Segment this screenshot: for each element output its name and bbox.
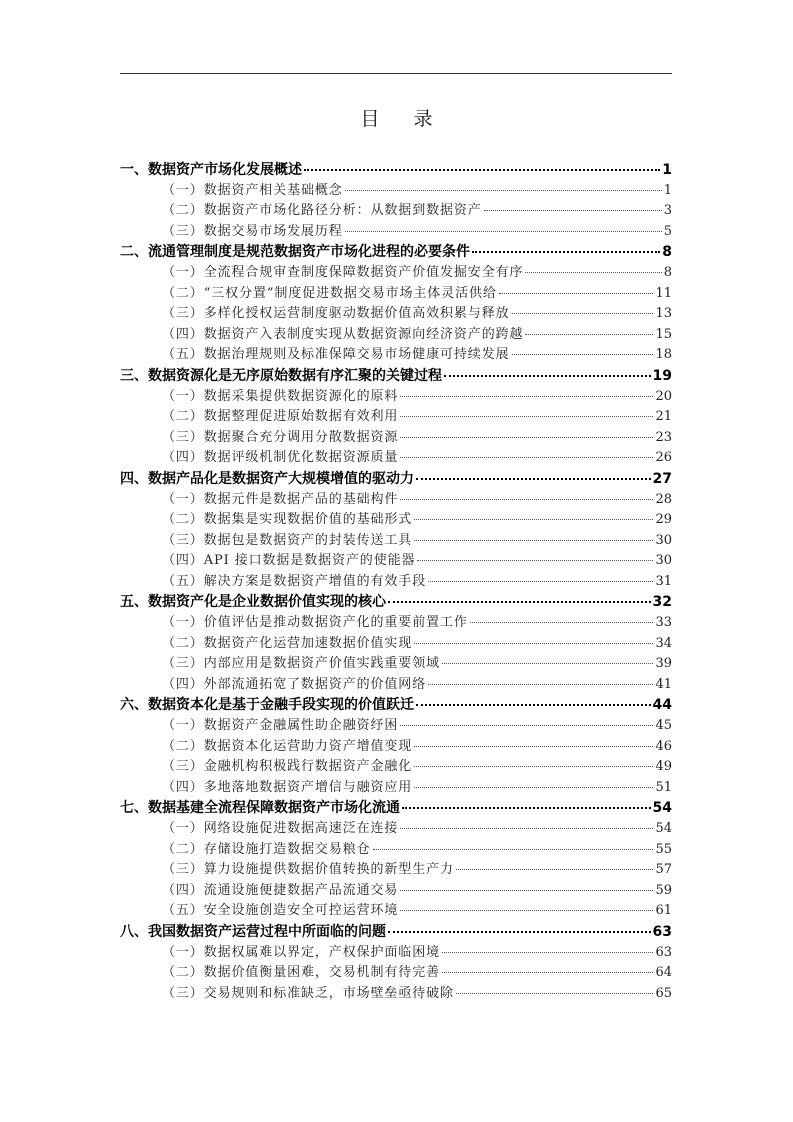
- toc-page-number: 39: [655, 656, 672, 672]
- toc-entry-title: （一）数据资产相关基础概念: [162, 182, 343, 198]
- toc-page-number: 21: [655, 409, 672, 425]
- toc-subsection-row[interactable]: [120, 778, 672, 799]
- toc-section-row[interactable]: [120, 798, 672, 819]
- dot-leader: [400, 499, 653, 500]
- toc-page-number: 8: [662, 244, 672, 261]
- dot-leader: [414, 519, 653, 520]
- toc-section-row[interactable]: [120, 592, 672, 613]
- dot-leader: [417, 560, 653, 561]
- toc-subsection-row[interactable]: [120, 757, 672, 778]
- toc-entry-title: （三）多样化授权运营制度驱动数据价值高效积累与释放: [162, 306, 510, 322]
- dot-leader: [442, 972, 653, 973]
- dot-leader: [416, 704, 651, 706]
- dot-leader: [414, 540, 653, 541]
- toc-subsection-row[interactable]: [120, 387, 672, 408]
- toc-entry-title: （二）数据资本化运营助力资产增值变现: [162, 738, 413, 754]
- dot-leader: [400, 910, 653, 911]
- toc-page-number: 31: [655, 573, 672, 589]
- toc-entry-title: 四、数据产品化是数据资产大规模增值的驱动力: [120, 470, 414, 487]
- toc-subsection-row[interactable]: [120, 284, 672, 305]
- toc-entry-title: （二）数据集是实现数据价值的基础形式: [162, 512, 413, 528]
- toc-subsection-row[interactable]: [120, 901, 672, 922]
- toc-subsection-row[interactable]: [120, 181, 672, 202]
- dot-leader: [472, 251, 660, 253]
- toc-entry-title: （一）价值评估是推动数据资产化的重要前置工作: [162, 615, 468, 631]
- toc-subsection-row[interactable]: [120, 263, 672, 284]
- dot-leader: [400, 437, 653, 438]
- toc-page-number: 19: [652, 367, 672, 384]
- toc-entry-title: （四）API 接口数据是数据资产的使能器: [162, 553, 416, 569]
- dot-leader: [428, 581, 653, 582]
- toc-page-number: 57: [655, 862, 672, 878]
- toc-subsection-row[interactable]: [120, 222, 672, 243]
- dot-leader: [525, 334, 653, 335]
- toc-subsection-row[interactable]: [120, 490, 672, 511]
- toc-subsection-row[interactable]: [120, 572, 672, 593]
- toc-subsection-row[interactable]: [120, 840, 672, 861]
- dot-leader: [373, 849, 654, 850]
- dot-leader: [499, 293, 654, 294]
- toc-entry-title: （五）安全设施创造安全可控运营环境: [162, 903, 399, 919]
- toc-subsection-row[interactable]: [120, 325, 672, 346]
- toc-entry-title: 二、流通管理制度是规范数据资产市场化进程的必要条件: [120, 244, 470, 261]
- toc-subsection-row[interactable]: [120, 510, 672, 531]
- toc-page-number: 65: [655, 985, 672, 1001]
- toc-section-row[interactable]: [120, 160, 672, 181]
- toc-page-number: 64: [655, 965, 672, 981]
- toc-page-number: 1: [662, 162, 672, 178]
- toc-entry-title: 七、数据基建全流程保障数据资产市场化流通: [120, 800, 400, 817]
- toc-page-number: 63: [655, 944, 672, 960]
- toc-page-number: 49: [655, 759, 672, 775]
- toc-page-number: 18: [655, 347, 672, 363]
- toc-page-number: 34: [655, 635, 672, 651]
- toc-page-number: 30: [655, 553, 672, 569]
- toc-entry-title: （五）解决方案是数据资产增值的有效手段: [162, 573, 427, 589]
- toc-entry-title: （四）多地落地数据资产增信与融资应用: [162, 779, 413, 795]
- toc-entry-title: （三）内部应用是数据资产价值实践重要领域: [162, 656, 441, 672]
- dot-leader: [402, 807, 651, 809]
- toc-entry-title: （一）数据权属难以界定，产权保护面临困境: [162, 944, 441, 960]
- dot-leader: [304, 169, 660, 171]
- toc-page-number: 54: [655, 821, 672, 836]
- toc-entry-title: （三）数据聚合充分调用分散数据资源: [162, 429, 399, 445]
- toc-entry-title: （二）“三权分置”制度促进数据交易市场主体灵活供给: [162, 285, 497, 301]
- dot-leader: [428, 684, 653, 685]
- toc-subsection-row[interactable]: [120, 428, 672, 449]
- toc-entry-title: （二）数据资产市场化路径分析：从数据到数据资产: [162, 203, 482, 219]
- toc-page-number: 28: [655, 491, 672, 507]
- toc-subsection-row[interactable]: [120, 531, 672, 552]
- toc-entry-title: （二）数据资产化运营加速数据价值实现: [162, 635, 413, 651]
- dot-leader: [416, 478, 651, 480]
- toc-entry-title: 三、数据资源化是无序原始数据有序汇聚的关键过程: [120, 367, 442, 384]
- dot-leader: [400, 457, 653, 458]
- dot-leader: [470, 622, 654, 623]
- toc-page-number: 45: [655, 718, 672, 734]
- toc-subsection-row[interactable]: [120, 551, 672, 572]
- dot-leader: [512, 313, 654, 314]
- toc-page-number: 33: [655, 615, 672, 631]
- dot-leader: [456, 993, 654, 994]
- toc-entry-title: （四）数据评级机制优化数据资源质量: [162, 450, 399, 466]
- dot-leader: [525, 272, 661, 273]
- toc-subsection-row[interactable]: [120, 407, 672, 428]
- toc-subsection-row[interactable]: [120, 819, 672, 840]
- toc-page-number: 30: [655, 532, 672, 548]
- toc-page-number: 26: [655, 450, 672, 466]
- toc-subsection-row[interactable]: [120, 654, 672, 675]
- dot-leader: [345, 190, 662, 191]
- toc-subsection-row[interactable]: [120, 345, 672, 366]
- toc-page-number: 15: [655, 326, 672, 342]
- toc-page-number: 54: [652, 800, 672, 817]
- toc-entry-title: 一、数据资产市场化发展概述: [120, 162, 302, 178]
- toc-page-number: 27: [652, 470, 672, 487]
- toc-page-number: 13: [655, 306, 672, 322]
- toc-entry-title: （三）数据包是数据资产的封装传送工具: [162, 532, 413, 548]
- dot-leader: [400, 828, 653, 829]
- toc-page-number: 3: [663, 203, 672, 219]
- dot-leader: [345, 231, 662, 232]
- toc-subsection-row[interactable]: [120, 963, 672, 984]
- toc-page-number: 63: [652, 923, 672, 940]
- dot-leader: [484, 210, 662, 211]
- toc-page-number: 20: [655, 388, 672, 404]
- toc-entry-title: （三）算力设施提供数据价值转换的新型生产力: [162, 862, 454, 878]
- toc-page-number: 61: [655, 903, 672, 919]
- toc-section-row[interactable]: [120, 695, 672, 716]
- toc-page-number: 41: [655, 676, 672, 692]
- header-rule: [120, 73, 672, 74]
- dot-leader: [442, 952, 653, 953]
- toc-entry-title: （三）数据交易市场发展历程: [162, 223, 343, 239]
- toc-entry-title: 五、数据资产化是企业数据价值实现的核心: [120, 594, 386, 611]
- toc-entry-title: （五）数据治理规则及标准保障交易市场健康可持续发展: [162, 347, 510, 363]
- page-title: 目 录: [360, 108, 447, 130]
- toc-entry-title: （二）数据整理促进原始数据有效利用: [162, 409, 399, 425]
- toc-entry-title: （三）金融机构积极践行数据资产金融化: [162, 759, 413, 775]
- toc-subsection-row[interactable]: [120, 860, 672, 881]
- dot-leader: [414, 746, 653, 747]
- dot-leader: [388, 931, 651, 933]
- toc-subsection-row[interactable]: [120, 448, 672, 469]
- toc-section-row[interactable]: [120, 469, 672, 490]
- toc-section-row[interactable]: [120, 366, 672, 387]
- dot-leader: [400, 416, 653, 417]
- toc-entry-title: （一）全流程合规审查制度保障数据资产价值发掘安全有序: [162, 264, 524, 280]
- toc-page-number: 51: [655, 779, 672, 795]
- toc-page-number: 5: [663, 223, 672, 239]
- toc-page-number: 1: [663, 182, 672, 198]
- toc-entry-title: 八、我国数据资产运营过程中所面临的问题: [120, 923, 386, 940]
- toc-page-number: 55: [655, 841, 672, 857]
- dot-leader: [512, 354, 654, 355]
- toc-page-number: 11: [655, 285, 672, 301]
- dot-leader: [414, 787, 653, 788]
- dot-leader: [444, 375, 651, 377]
- dot-leader: [388, 601, 651, 603]
- toc-page-number: 46: [655, 738, 672, 754]
- toc-page-number: 32: [652, 594, 672, 611]
- toc-entry-title: （二）存储设施打造数据交易粮仓: [162, 841, 371, 857]
- toc-entry-title: （一）数据元件是数据产品的基础构件: [162, 491, 399, 507]
- toc-section-row[interactable]: [120, 242, 672, 263]
- toc-entry-title: （二）数据价值衡量困难，交易机制有待完善: [162, 965, 441, 981]
- toc-entry-title: （三）交易规则和标准缺乏，市场壁垒亟待破除: [162, 985, 454, 1001]
- toc-subsection-row[interactable]: [120, 984, 672, 1005]
- toc-subsection-row[interactable]: [120, 201, 672, 222]
- dot-leader: [414, 766, 653, 767]
- toc-entry-title: （四）流通设施便捷数据产品流通交易: [162, 882, 399, 898]
- toc-entry-title: （四）数据资产入表制度实现从数据资源向经济资产的跨越: [162, 326, 524, 342]
- dot-leader: [442, 663, 653, 664]
- toc-subsection-row[interactable]: [120, 943, 672, 964]
- toc-subsection-row[interactable]: [120, 634, 672, 655]
- dot-leader: [400, 725, 653, 726]
- toc-subsection-row[interactable]: [120, 881, 672, 902]
- toc-subsection-row[interactable]: [120, 716, 672, 737]
- dot-leader: [400, 396, 653, 397]
- toc-entry-title: （一）数据资产金融属性助企融资纾困: [162, 718, 399, 734]
- toc-entry-title: 六、数据资本化是基于金融手段实现的价值跃迁: [120, 697, 414, 714]
- dot-leader: [456, 869, 654, 870]
- toc-page-number: 23: [655, 429, 672, 445]
- toc-subsection-row[interactable]: [120, 737, 672, 758]
- dot-leader: [400, 890, 653, 891]
- toc-page-number: 59: [655, 882, 672, 898]
- toc-subsection-row[interactable]: [120, 304, 672, 325]
- toc-subsection-row[interactable]: [120, 613, 672, 634]
- dot-leader: [414, 643, 653, 644]
- table-of-contents: [120, 160, 672, 1004]
- toc-entry-title: （一）数据采集提供数据资源化的原料: [162, 388, 399, 404]
- toc-entry-title: （一）网络设施促进数据高速泛在连接: [162, 821, 399, 836]
- toc-entry-title: （四）外部流通拓宽了数据资产的价值网络: [162, 676, 427, 692]
- toc-page-number: 8: [663, 264, 672, 280]
- toc-section-row[interactable]: [120, 922, 672, 943]
- toc-page-number: 29: [655, 512, 672, 528]
- toc-page-number: 44: [652, 697, 672, 714]
- toc-subsection-row[interactable]: [120, 675, 672, 696]
